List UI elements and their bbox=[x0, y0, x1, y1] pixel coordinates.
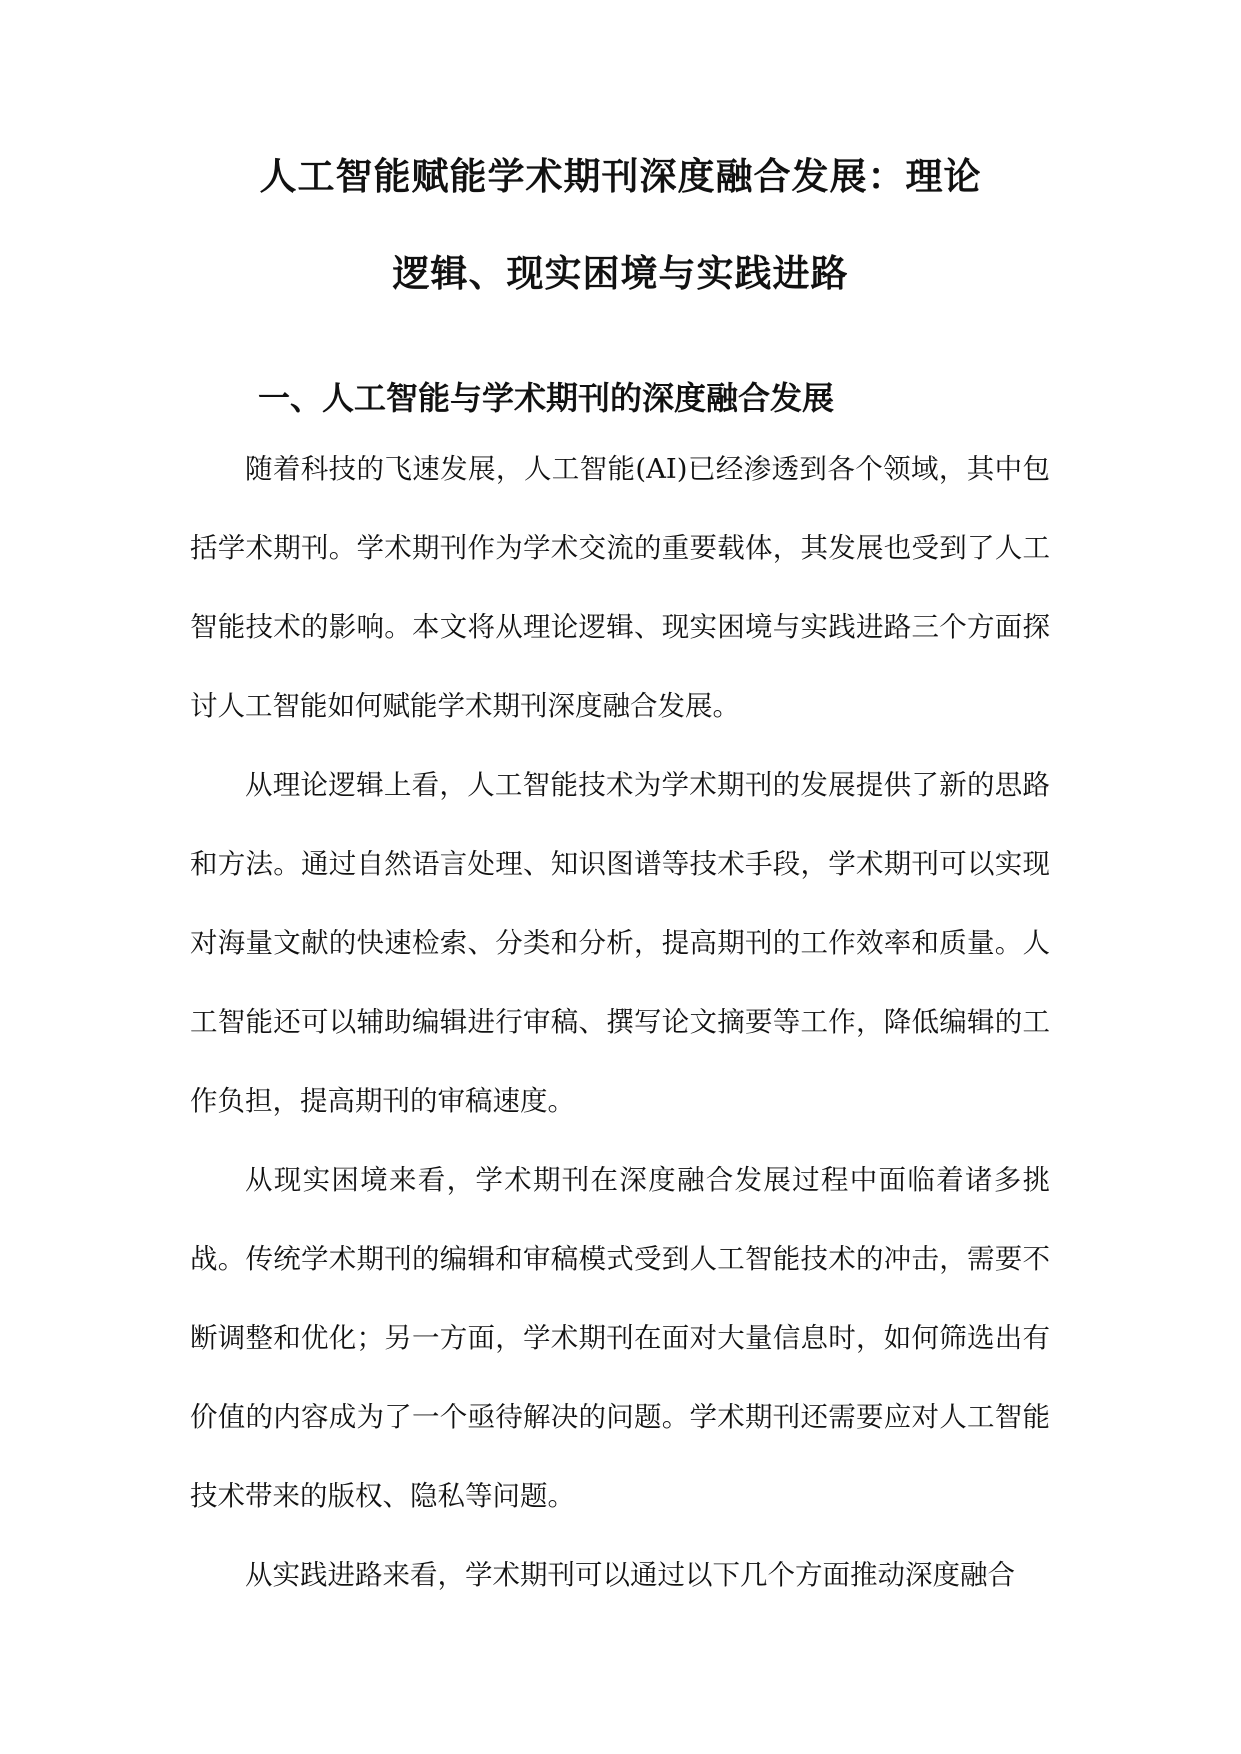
document-title-line-2: 逻辑、现实困境与实践进路 bbox=[392, 252, 849, 295]
body-text bbox=[190, 430, 1050, 1615]
document-title-line-1: 人工智能赋能学术期刊深度融合发展：理论 bbox=[259, 155, 982, 198]
paragraph-challenges: 从现实困境来看，学术期刊在深度融合发展过程中面临着诸多挑战。传统学术期刊的编辑和审稿模式受到人工智能技术的冲击，需要不断调整和优化；另一方面，学术期刊在面对大量信息时，如何筛选出有价值的内容成为了一个亟待解决的问题。学术期刊还需要应对人工智能技术带来的版权、隐私等问题。 bbox=[190, 1164, 1050, 1512]
paragraph-theory: 从理论逻辑上看，人工智能技术为学术期刊的发展提供了新的思路和方法。通过自然语言处理、知识图谱等技术手段，学术期刊可以实现对海量文献的快速检索、分类和分析，提高期刊的工作效率和质量。人工智能还可以辅助编辑进行审稿、撰写论文摘要等工作，降低编辑的工作负担，提高期刊的审稿速度。 bbox=[190, 769, 1050, 1117]
section-heading: 一、人工智能与学术期刊的深度融合发展 bbox=[258, 379, 835, 417]
paragraph-practice: 从实践进路来看，学术期刊可以通过以下几个方面推动深度融合 bbox=[245, 1559, 1015, 1591]
paragraph-intro: 随着科技的飞速发展，人工智能(AI)已经渗透到各个领域，其中包括学术期刊。学术期刊作为学术交流的重要载体，其发展也受到了人工智能技术的影响。本文将从理论逻辑、现实困境与实践进路三个方面探讨人工智能如何赋能学术期刊深度融合发展。 bbox=[190, 453, 1050, 722]
